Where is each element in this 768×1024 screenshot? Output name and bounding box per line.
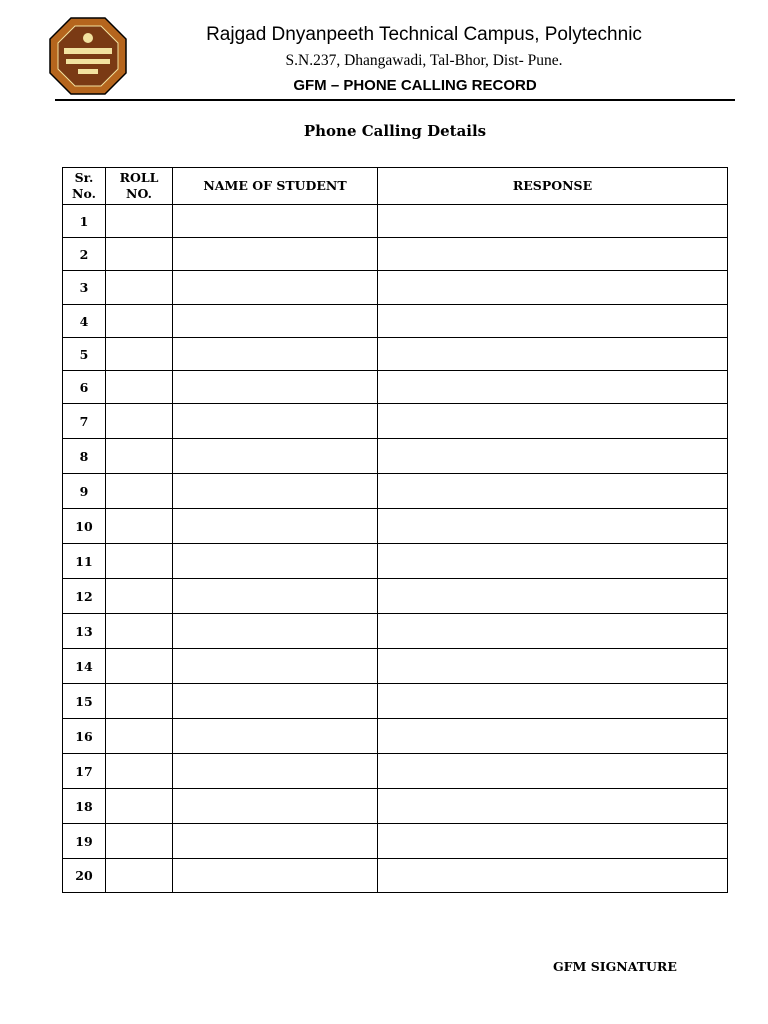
table-row	[63, 789, 728, 824]
sr-no-cell: 11	[63, 544, 106, 579]
response-cell	[378, 789, 728, 824]
student-name-cell	[173, 371, 378, 404]
student-name-cell	[173, 439, 378, 474]
student-name-cell	[173, 338, 378, 371]
sr-no-cell: 1	[63, 205, 106, 238]
table-row	[63, 338, 728, 371]
roll-no-cell	[106, 404, 173, 439]
roll-no-cell	[106, 579, 173, 614]
table-row	[63, 305, 728, 338]
table-row	[63, 719, 728, 754]
table-row	[63, 649, 728, 684]
sr-no-cell: 20	[63, 859, 106, 893]
sr-no-cell: 15	[63, 684, 106, 719]
institution-name: Rajgad Dnyanpeeth Technical Campus, Polytechnic	[206, 24, 642, 45]
student-name-cell	[173, 789, 378, 824]
sr-no-cell: 19	[63, 824, 106, 859]
record-subtitle: GFM – PHONE CALLING RECORD	[293, 77, 537, 94]
phone-calling-table	[62, 167, 728, 893]
table-row	[63, 371, 728, 404]
response-cell	[378, 649, 728, 684]
roll-no-cell	[106, 439, 173, 474]
roll-no-cell	[106, 205, 173, 238]
roll-no-cell	[106, 271, 173, 305]
table-row	[63, 404, 728, 439]
response-cell	[378, 509, 728, 544]
student-name-cell	[173, 649, 378, 684]
response-cell	[378, 754, 728, 789]
roll-no-cell	[106, 719, 173, 754]
response-cell	[378, 544, 728, 579]
response-cell	[378, 439, 728, 474]
column-header-response: RESPONSE	[378, 168, 728, 205]
response-cell	[378, 238, 728, 271]
roll-no-cell	[106, 754, 173, 789]
institution-address: S.N.237, Dhangawadi, Tal-Bhor, Dist- Pune.	[285, 52, 563, 69]
table-row	[63, 474, 728, 509]
roll-no-cell	[106, 684, 173, 719]
table-row	[63, 205, 728, 238]
response-cell	[378, 205, 728, 238]
table-row	[63, 439, 728, 474]
response-cell	[378, 474, 728, 509]
table-row	[63, 238, 728, 271]
table-row	[63, 824, 728, 859]
response-cell	[378, 579, 728, 614]
student-name-cell	[173, 544, 378, 579]
sr-no-cell: 7	[63, 404, 106, 439]
response-cell	[378, 371, 728, 404]
sr-no-cell: 2	[63, 238, 106, 271]
column-header-sr-no: Sr. No.	[63, 168, 106, 205]
student-name-cell	[173, 859, 378, 893]
roll-no-cell	[106, 509, 173, 544]
table-row	[63, 544, 728, 579]
response-cell	[378, 824, 728, 859]
student-name-cell	[173, 754, 378, 789]
student-name-cell	[173, 404, 378, 439]
sr-no-cell: 9	[63, 474, 106, 509]
table-row	[63, 579, 728, 614]
response-cell	[378, 684, 728, 719]
roll-no-cell	[106, 649, 173, 684]
sr-no-cell: 16	[63, 719, 106, 754]
student-name-cell	[173, 719, 378, 754]
table-row	[63, 859, 728, 893]
roll-no-cell	[106, 859, 173, 893]
student-name-cell	[173, 305, 378, 338]
sr-no-cell: 4	[63, 305, 106, 338]
table-row	[63, 509, 728, 544]
roll-no-cell	[106, 338, 173, 371]
student-name-cell	[173, 474, 378, 509]
sr-no-cell: 3	[63, 271, 106, 305]
student-name-cell	[173, 271, 378, 305]
table-row	[63, 684, 728, 719]
response-cell	[378, 271, 728, 305]
sr-no-cell: 14	[63, 649, 106, 684]
column-header-roll-no: ROLL NO.	[106, 168, 173, 205]
sr-no-cell: 13	[63, 614, 106, 649]
response-cell	[378, 305, 728, 338]
roll-no-cell	[106, 371, 173, 404]
sr-no-cell: 6	[63, 371, 106, 404]
roll-no-cell	[106, 544, 173, 579]
student-name-cell	[173, 824, 378, 859]
sr-no-cell: 17	[63, 754, 106, 789]
sr-no-cell: 8	[63, 439, 106, 474]
student-name-cell	[173, 579, 378, 614]
student-name-cell	[173, 205, 378, 238]
roll-no-cell	[106, 474, 173, 509]
sr-no-cell: 18	[63, 789, 106, 824]
roll-no-cell	[106, 614, 173, 649]
sheet-title: Phone Calling Details	[303, 122, 487, 140]
table-header-row	[63, 168, 728, 205]
column-header-name: NAME OF STUDENT	[173, 168, 378, 205]
student-name-cell	[173, 684, 378, 719]
sr-no-cell: 5	[63, 338, 106, 371]
roll-no-cell	[106, 824, 173, 859]
gfm-signature-label: GFM SIGNATURE	[553, 959, 677, 974]
student-name-cell	[173, 509, 378, 544]
response-cell	[378, 719, 728, 754]
table-row	[63, 614, 728, 649]
student-name-cell	[173, 238, 378, 271]
sr-no-cell: 12	[63, 579, 106, 614]
header-divider	[55, 99, 735, 101]
sr-no-cell: 10	[63, 509, 106, 544]
roll-no-cell	[106, 305, 173, 338]
response-cell	[378, 404, 728, 439]
roll-no-cell	[106, 789, 173, 824]
table-row	[63, 754, 728, 789]
response-cell	[378, 338, 728, 371]
roll-no-cell	[106, 238, 173, 271]
response-cell	[378, 859, 728, 893]
response-cell	[378, 614, 728, 649]
student-name-cell	[173, 614, 378, 649]
table-row	[63, 271, 728, 305]
